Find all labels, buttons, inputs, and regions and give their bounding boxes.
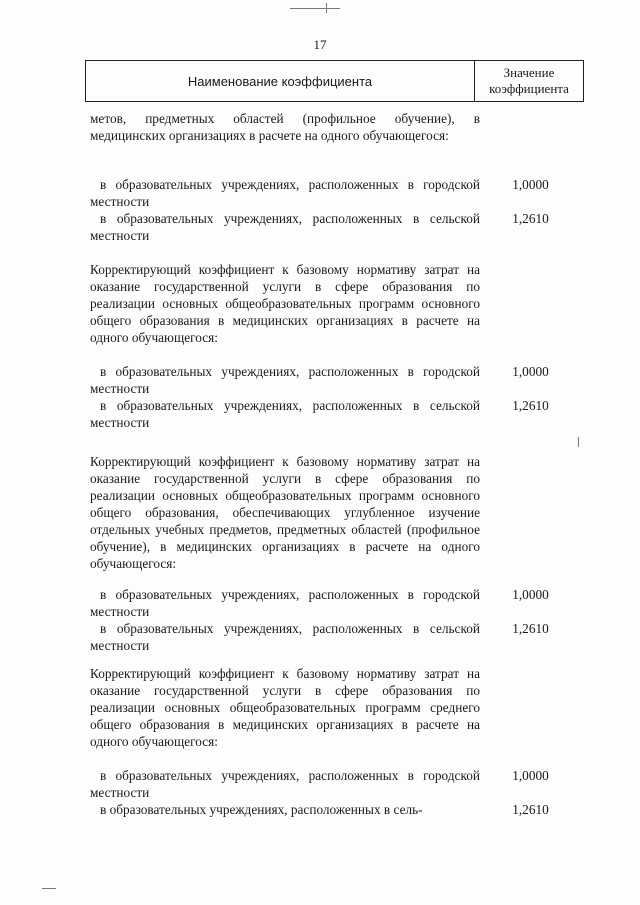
coefficient-value: 1,2610 <box>512 398 549 413</box>
item-text: в образовательных учреждениях, расположенных в сель- <box>100 802 423 817</box>
heading-text: Корректирующий коэффициент к базовому нормативу затрат на оказание государственной услуги в сфере образования по реализации основных общеобразовательных программ среднего общего образования в медицинских организациях в расчете на одного обучающегося: <box>90 666 480 749</box>
section-heading <box>90 261 480 346</box>
scan-artifact-left <box>42 888 56 889</box>
intro-paragraph <box>90 110 480 144</box>
coefficient-value: 1,0000 <box>512 177 549 192</box>
column-header-value-line1: Значение <box>503 65 555 80</box>
item-text: в образовательных учреждениях, расположенных в городской местности <box>90 768 480 800</box>
scan-artifact-tick <box>326 3 327 13</box>
column-header-name: Наименование коэффициента <box>187 73 373 89</box>
item-text: в образовательных учреждениях, расположенных в городской местности <box>90 177 480 209</box>
heading-text: Корректирующий коэффициент к базовому нормативу затрат на оказание государственной услуги в сфере образования по реализации основных общеобразовательных программ основного общего образования, обеспечивающих углубленное изучение отдельных учебных предметов, предметных областей (профильное обучение), в медицинских организациях в расчете на одного обучающегося: <box>90 454 480 571</box>
item-text: в образовательных учреждениях, расположенных в городской местности <box>90 364 480 396</box>
column-header-value-line2: коэффициента <box>489 81 569 96</box>
section-heading <box>90 453 480 572</box>
scan-artifact-right <box>578 437 579 447</box>
list-item <box>90 801 480 818</box>
section-heading <box>90 665 480 750</box>
heading-text: Корректирующий коэффициент к базовому нормативу затрат на оказание государственной услуги в сфере образования по реализации основных общеобразовательных программ основного общего образования в медицинских организациях в расчете на одного обучающегося: <box>90 262 480 345</box>
list-item <box>90 586 480 620</box>
coefficient-value: 1,0000 <box>512 587 549 602</box>
coefficient-value: 1,2610 <box>512 211 549 226</box>
item-text: в образовательных учреждениях, расположенных в сельской местности <box>90 621 480 653</box>
item-text: в образовательных учреждениях, расположенных в сельской местности <box>90 211 480 243</box>
table-header <box>85 60 584 102</box>
coefficient-value: 1,2610 <box>512 621 549 636</box>
column-header-value <box>475 61 583 101</box>
page-number: 17 <box>313 37 327 52</box>
list-item <box>90 767 480 801</box>
intro-text: метов, предметных областей (профильное обучение), в медицинских организациях в расчете на одного обучающегося: <box>90 111 480 143</box>
item-text: в образовательных учреждениях, расположенных в городской местности <box>90 587 480 619</box>
coefficient-value: 1,0000 <box>512 768 549 783</box>
list-item <box>90 176 480 210</box>
list-item <box>90 620 480 654</box>
list-item <box>90 363 480 397</box>
list-item <box>90 210 480 244</box>
scan-artifact-top <box>290 8 340 9</box>
coefficient-value: 1,2610 <box>512 802 549 817</box>
coefficient-value: 1,0000 <box>512 364 549 379</box>
item-text: в образовательных учреждениях, расположенных в сельской местности <box>90 398 480 430</box>
list-item <box>90 397 480 431</box>
